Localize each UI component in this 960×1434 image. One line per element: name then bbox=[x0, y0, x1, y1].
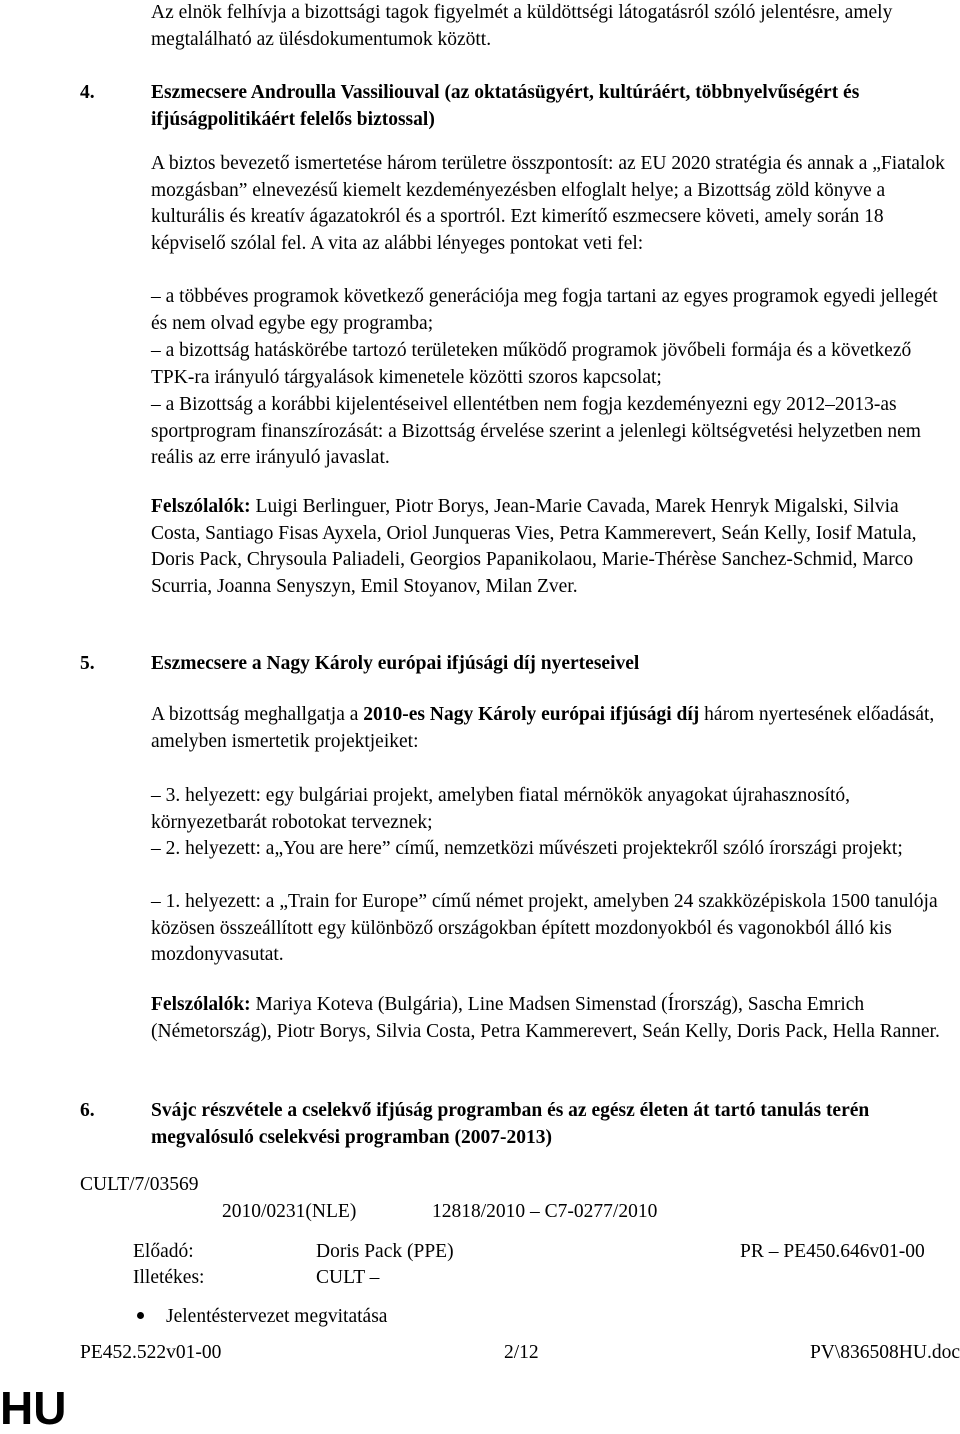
procedure-number: 2010/0231(NLE) bbox=[222, 1201, 357, 1222]
item5-body-post: három nyertesének előadását, amelyben ismertetik projektjeiket: bbox=[151, 704, 935, 752]
page-footer bbox=[80, 1340, 960, 1366]
item4-number: 4. bbox=[80, 82, 95, 103]
intro-paragraph: Az elnök felhívja a bizottsági tagok figyelmét a küldöttségi látogatásról szóló jelentésre, amely megtalálható az ülésdokumentumok között. bbox=[151, 2, 893, 50]
item6-title: Svájc részvétele a cselekvő ifjúság programban és az egész életen át tartó tanulás terén megvalósuló cselekvési programban (2007-2013) bbox=[151, 1100, 870, 1148]
reference-number: CULT/7/03569 bbox=[80, 1174, 199, 1195]
item4-point-2: – a bizottság hatáskörébe tartozó területeken működő programok jövőbeli formája és a következő TPK-ra irányuló tárgyalások kimenetele közötti szoros kapcsolat; bbox=[151, 340, 912, 388]
rapporteur-label: Előadó: bbox=[133, 1241, 194, 1262]
bullet-icon bbox=[137, 1312, 144, 1319]
footer-file-name: PV\836508HU.doc bbox=[809, 1342, 960, 1363]
item4-point-1: – a többéves programok következő generációja meg fogja tartani az egyes programok egyedi jellegét és nem olvad egybe egy programba; bbox=[151, 286, 938, 334]
speakers-list: Luigi Berlinguer, Piotr Borys, Jean-Marie Cavada, Marek Henryk Migalski, Silvia Costa, Santiago Fisas Ayxela, Oriol Junqueras Vies, Petra Kammerevert, Seán Kelly, Iosif Matula, Doris Pack, Chrysoula Paliadeli, Georgios Papanikolaou, Marie-Thérèse Sanchez-Schmid, Marco Scurria, Joanna Senyszyn, Emil Stoyanov, Milan Zver. bbox=[151, 496, 917, 597]
footer-doc-ref: PE452.522v01-00 bbox=[80, 1342, 222, 1363]
item5-point-3: – 1. helyezett: a „Train for Europe” című német projekt, amelyben 24 szakközépiskola 1500 tanulója közösen összeállított egy különböző országokban épített mozdonyokból és vagonokból álló kis mozdonyvasutat. bbox=[151, 891, 938, 965]
bullet-item bbox=[137, 1304, 387, 1331]
language-code: HU bbox=[0, 1382, 67, 1434]
item5-body-pre: A bizottság meghallgatja a bbox=[151, 704, 364, 725]
committee-name: CULT – bbox=[316, 1267, 380, 1288]
item4-speakers bbox=[151, 494, 951, 600]
item5-number: 5. bbox=[80, 653, 95, 674]
pr-reference: PR – PE450.646v01-00 bbox=[740, 1241, 925, 1262]
item5-point-2: – 2. helyezett: a„You are here” című, nemzetközi művészeti projektekről szóló írországi projekt; bbox=[151, 838, 903, 859]
item5-title: Eszmecsere a Nagy Károly európai ifjúsági díj nyerteseivel bbox=[151, 653, 640, 674]
speakers-list: Mariya Koteva (Bulgária), Line Madsen Simenstad (Írország), Sascha Emrich (Németország), Piotr Borys, Silvia Costa, Petra Kammerevert, Seán Kelly, Doris Pack, Hella Ranner. bbox=[151, 994, 940, 1042]
speakers-label: Felszólalók: bbox=[151, 496, 251, 517]
bullet-text: Jelentéstervezet megvitatása bbox=[166, 1306, 388, 1327]
speakers-label: Felszólalók: bbox=[151, 994, 251, 1015]
item5-body-bold: 2010-es Nagy Károly európai ifjúsági díj bbox=[363, 704, 700, 725]
item4-point-3: – a Bizottság a korábbi kijelentéseivel ellentétben nem fogja kezdeményezni egy 2012–2013-as sportprogram finanszírozását: a Bizottság érvelése szerint a jelenlegi költségvetési helyzetben nem reális az erre irányuló javaslat. bbox=[151, 394, 921, 468]
item4-body: A biztos bevezető ismertetése három területre összpontosít: az EU 2020 stratégia és annak a „Fiatalok mozgásban” elnevezésű kiemelt kezdeményezésben elfoglalt helye; a Bizottság zöld könyve a kulturális és kreatív ágazatokról és a sportról. Ezt kimerítő eszmecsere követi, amely során 18 képviselő szólal fel. A vita az alábbi lényeges pontokat veti fel: bbox=[151, 153, 945, 254]
rapporteur-name: Doris Pack (PPE) bbox=[316, 1241, 454, 1262]
item6-number: 6. bbox=[80, 1100, 95, 1121]
item5-speakers bbox=[151, 992, 951, 1045]
item4-title: Eszmecsere Androulla Vassiliouval (az oktatásügyért, kultúráért, többnyelvűségért és ifjúságpolitikáért felelős biztossal) bbox=[151, 82, 860, 130]
committee-label: Illetékes: bbox=[133, 1267, 205, 1288]
item5-point-1: – 3. helyezett: egy bulgáriai projekt, amelyben fiatal mérnökök anyagokat újrahasznosító, környezetbarát robotokat terveznek; bbox=[151, 785, 851, 833]
item5-body bbox=[151, 702, 951, 755]
document-numbers: 12818/2010 – C7-0277/2010 bbox=[432, 1201, 658, 1222]
footer-page-number: 2/12 bbox=[504, 1342, 539, 1363]
